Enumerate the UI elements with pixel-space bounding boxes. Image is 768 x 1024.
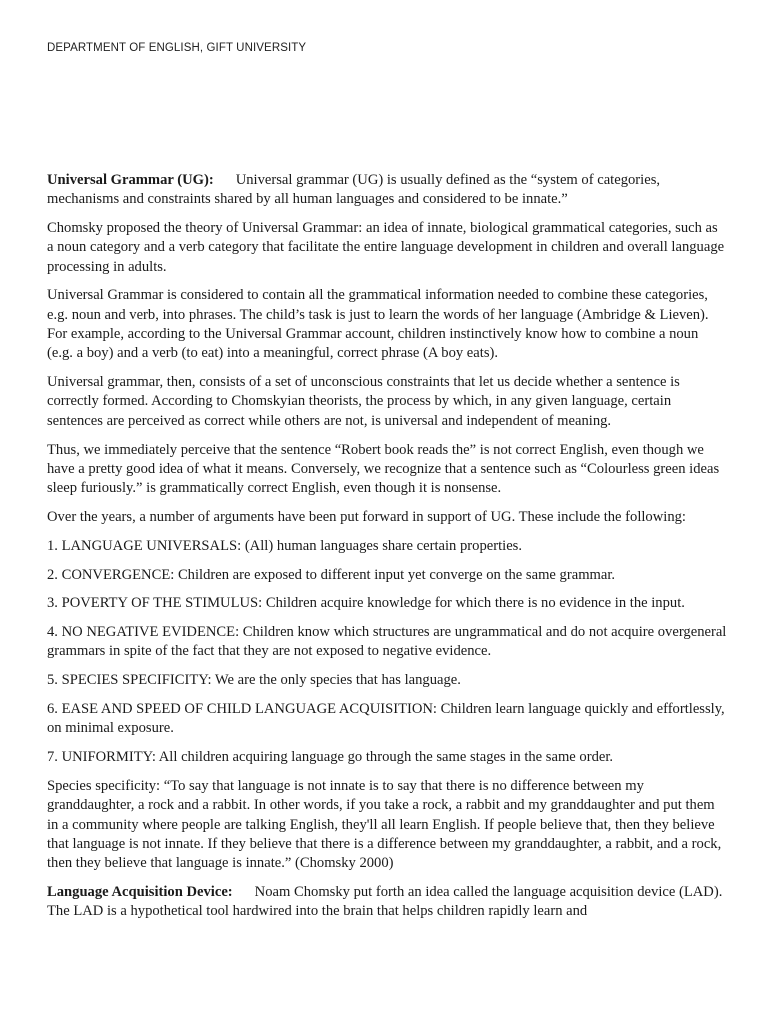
argument-item: 7. UNIFORMITY: All children acquiring language go through the same stages in the same order. [47, 749, 614, 766]
argument-item: 1. LANGUAGE UNIVERSALS: (All) human languages share certain properties. [47, 537, 522, 554]
argument-item: 6. EASE AND SPEED OF CHILD LANGUAGE ACQUISITION: Children learn language quickly and effortlessly, on minimal exposure. [47, 701, 725, 737]
grammar-contains-paragraph: Universal Grammar is considered to contain all the grammatical information needed to combine these categories, e.g. noun and verb, into phrases. The child’s task is just to learn the words of her language (Ambridge & Lieven). For example, according to the Universal Grammar account, children instinctively know how to combine a noun (e.g. a boy) and a verb (to eat) into a meaningful, correct phrase (A boy eats). [47, 287, 709, 362]
ug-definition: Universal grammar (UG) is usually defined as the “system of categories, mechanisms and constraints shared by all human languages and considered to be innate.” [47, 172, 661, 208]
argument-item: 4. NO NEGATIVE EVIDENCE: Children know which structures are ungrammatical and do not acquire overgeneral grammars in spite of the fact that they are not exposed to negative evidence. [47, 624, 727, 660]
robert-example-paragraph: Thus, we immediately perceive that the sentence “Robert book reads the” is not correct English, even though we have a pretty good idea of what it means. Conversely, we recognize that a sentence such as “Colourless green ideas sleep furiously.” is grammatically correct English, even though it is nonsense. [47, 441, 720, 497]
argument-item: 2. CONVERGENCE: Children are exposed to different input yet converge on the same grammar. [47, 566, 616, 583]
chomsky-paragraph: Chomsky proposed the theory of Universal Grammar: an idea of innate, biological grammatical categories, such as a noun category and a verb category that facilitate the entire language development in children and overall language processing in adults. [47, 220, 725, 275]
lad-heading: Language Acquisition Device: [47, 883, 233, 900]
ug-heading: Universal Grammar (UG): [47, 172, 214, 188]
lad-text: Noam Chomsky put forth an idea called the language acquisition device (LAD). The LAD is a hypothetical tool hardwired into the brain that helps children rapidly learn and [47, 883, 723, 920]
page-header: DEPARTMENT OF ENGLISH, GIFT UNIVERSITY [47, 42, 307, 54]
constraints-paragraph: Universal grammar, then, consists of a set of unconscious constraints that let us decide whether a sentence is correctly formed. According to Chomskyian theorists, the process by which, in any given language, certain sentences are perceived as correct while others are not, is universal and independent of meaning. [47, 374, 680, 429]
lad-paragraph [47, 883, 727, 922]
species-quote-paragraph: Species specificity: “To say that language is not innate is to say that there is no difference between my granddaughter, a rock and a rabbit. In other words, if you take a rock, a rabbit and my granddaughter and put them in a community where people are talking English, they'll all learn English. If people believe that, then they believe that language is not innate. If they believe that there is a difference between my granddaughter, a rabbit, and a rock, then they believe that language is innate.” (Chomsky 2000) [47, 777, 722, 872]
argument-item: 5. SPECIES SPECIFICITY: We are the only species that has language. [47, 672, 461, 689]
document-body [47, 171, 727, 931]
arguments-intro-paragraph: Over the years, a number of arguments have been put forward in support of UG. These include the following: [47, 508, 686, 525]
ug-definition-paragraph [47, 171, 727, 210]
argument-item: 3. POVERTY OF THE STIMULUS: Children acquire knowledge for which there is no evidence in the input. [47, 595, 685, 612]
